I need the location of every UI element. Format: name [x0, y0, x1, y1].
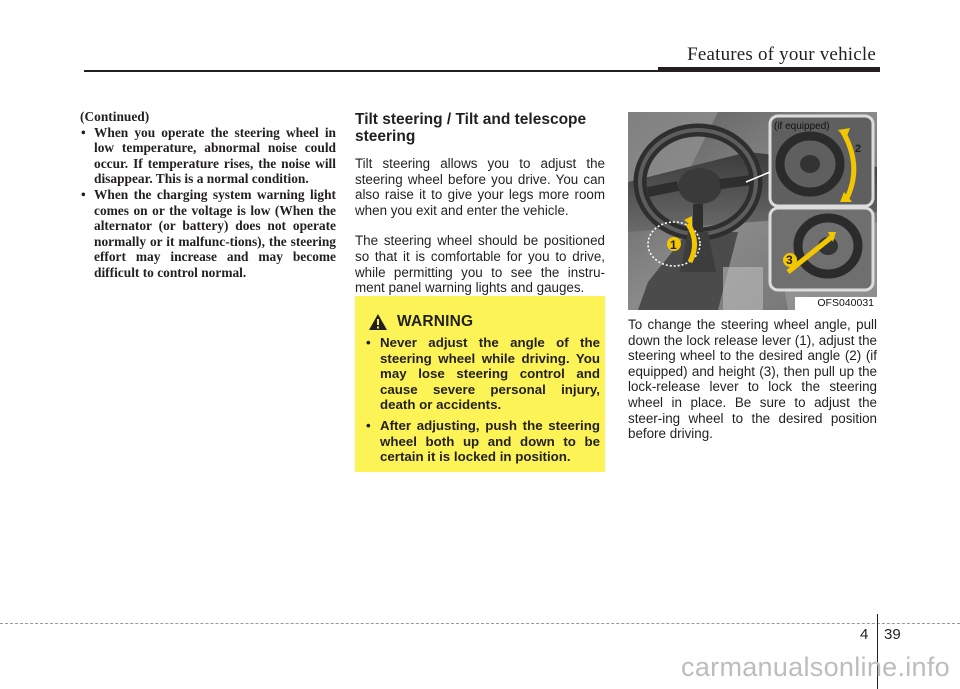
callout-2-label: 2 — [855, 143, 862, 155]
instruction-paragraph: To change the steering wheel angle, pull down the lock release lever (1), adjust the steering wheel to the desired angle (2) (if equipped) and height (3), then pull up the lock-release lever to lock the steering wheel in place. Be sure to adjust the steer-ing wheel to the desired position before driving. — [628, 317, 877, 442]
inset-label: (if equipped) — [774, 121, 830, 132]
watermark-text: carmanualsonline.info — [681, 652, 950, 682]
warning-item: • After adjusting, push the steering wheel both up and down to be certain it is locked in position. — [364, 418, 600, 465]
list-item: • When you operate the steering wheel in low temperature, abnormal noise could occur. If temperature rises, the noise will disappear. This is a normal condition. — [80, 125, 336, 187]
callout-1-label: 1 — [670, 238, 677, 252]
inset-telescope — [770, 208, 873, 290]
paragraph: The steering wheel should be positioned so that it is comfortable for you to drive, while permitting you to see the instru-ment panel warning lights and gauges. — [355, 233, 605, 296]
warning-list — [364, 335, 600, 465]
continued-column — [80, 109, 336, 281]
figure-code: OFS040031 — [817, 297, 874, 309]
page-header-title: Features of your vehicle — [687, 44, 876, 65]
section-title: Tilt steering / Tilt and telescope steering — [355, 111, 587, 145]
steering-wheel-illustration — [628, 112, 877, 310]
chapter-number: 4 — [860, 626, 869, 643]
warning-title: WARNING — [397, 313, 474, 330]
continued-label: (Continued) — [80, 109, 150, 124]
header-rule-accent — [658, 67, 880, 72]
warning-triangle-icon — [368, 313, 388, 331]
page-number: 39 — [884, 626, 901, 643]
warning-header — [368, 310, 600, 334]
tilt-steering-section — [355, 111, 605, 296]
footer-divider — [0, 623, 960, 624]
warning-box — [355, 296, 605, 472]
callout-3-label: 3 — [786, 253, 793, 267]
steering-wheel-figure — [628, 112, 877, 310]
continued-list — [80, 125, 336, 281]
paragraph: Tilt steering allows you to adjust the steering wheel before you drive. You can also raise it to give your legs more room when you exit and enter the vehicle. — [355, 156, 605, 218]
list-item: • When the charging system warning light comes on or the voltage is low (When the alternator (or battery) does not operate normally or it malfunc-tions), the steering effort may increase and may become difficult to control normal. — [80, 187, 336, 281]
warning-item: • Never adjust the angle of the steering wheel while driving. You may lose steering control and cause severe personal injury, death or accidents. — [364, 335, 600, 413]
